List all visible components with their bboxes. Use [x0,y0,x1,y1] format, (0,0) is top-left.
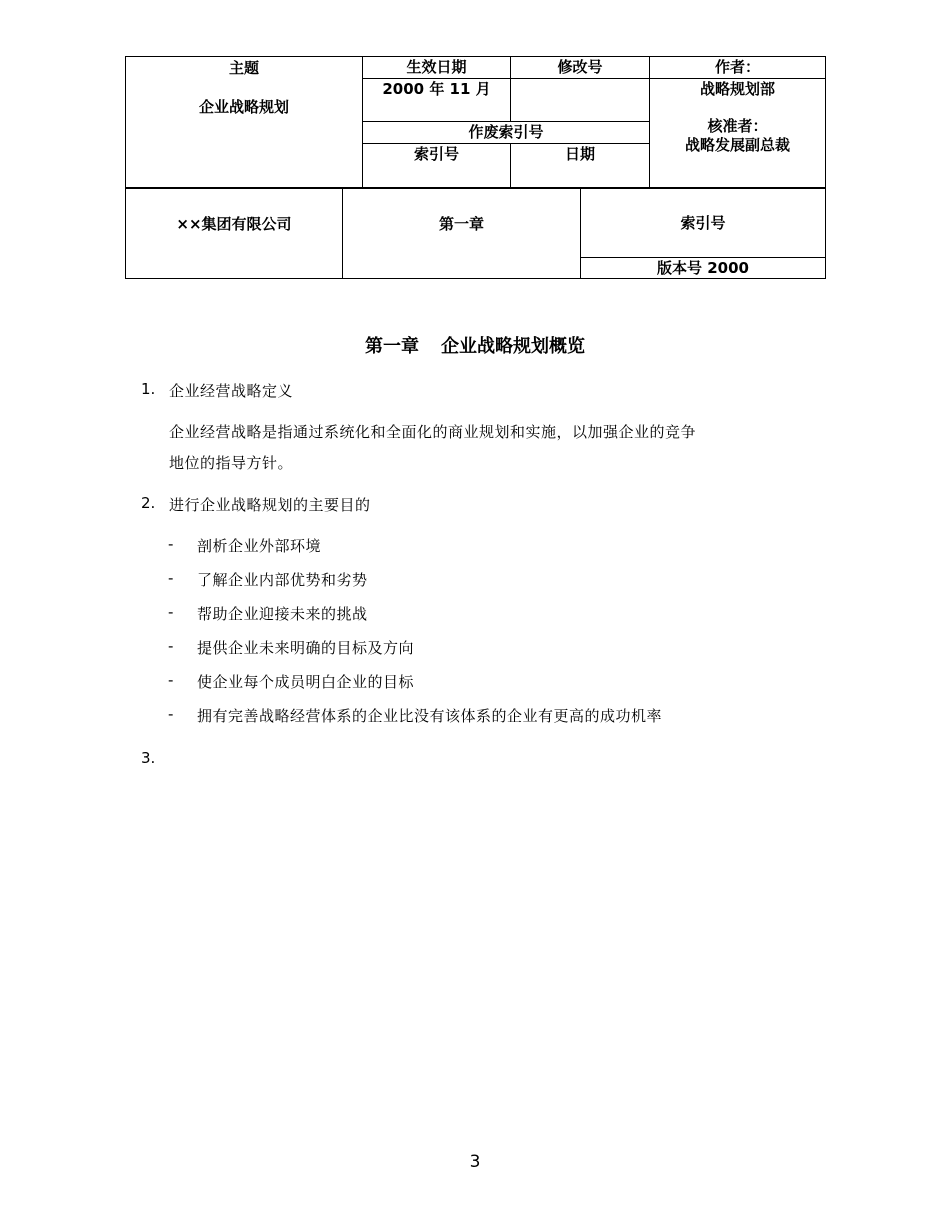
subject-cell [126,57,363,188]
section-1-paragraph-line-1: 企业经营战略是指通过系统化和全面化的商业规划和实施，以加强企业的竞争 [169,423,697,441]
list-item: 剖析企业外部环境 [197,537,322,555]
subject-value: 企业战略规划 [198,97,289,116]
effective-date-label: 生效日期 [363,57,511,79]
section-2-heading: 进行企业战略规划的主要目的 [169,496,371,514]
revision-value [511,79,650,122]
section-1-heading: 企业经营战略定义 [169,382,294,400]
section-1-number: 1. [141,380,156,398]
bullet-dash: - [168,603,174,621]
chapter-info-table [125,188,826,279]
section-3-number: 3. [141,749,156,767]
list-item: 帮助企业迎接未来的挑战 [197,605,368,623]
approver-value: 战略发展副总裁 [684,135,790,154]
list-item: 了解企业内部优势和劣势 [197,571,368,589]
bullet-dash: - [168,705,174,723]
author-approver-cell [650,79,826,188]
bullet-dash: - [168,637,174,655]
list-item: 使企业每个成员明白企业的目标 [197,673,415,691]
subject-label: 主题 [228,59,259,77]
bullet-dash: - [168,569,174,587]
section-1-paragraph-line-2: 地位的指导方针。 [169,454,294,472]
list-item: 拥有完善战略经营体系的企业比没有该体系的企业有更高的成功机率 [197,707,663,725]
author-value: 战略规划部 [699,80,775,98]
company-name: ××集团有限公司 [126,189,343,279]
bullet-dash: - [168,535,174,553]
date-label: 日期 [511,144,650,188]
document-control-table [125,56,826,188]
index-number-label: 索引号 [581,189,826,258]
bullet-dash: - [168,671,174,689]
chapter-title [0,332,950,358]
page-number: 3 [469,1152,481,1172]
version-number: 版本号 2000 [581,258,826,279]
revision-label: 修改号 [511,57,650,79]
list-item: 提供企业未来明确的目标及方向 [197,639,415,657]
approver-label: 核准者： [707,116,768,135]
chapter-title-text: 企业战略规划概览 [441,336,585,357]
effective-date-value: 2000 年 11 月 [363,79,511,122]
chapter-label: 第一章 [343,189,581,279]
chapter-title-number: 第一章 [365,336,419,357]
void-index-label: 作废索引号 [363,122,650,144]
author-label: 作者： [650,57,826,79]
index-label: 索引号 [363,144,511,188]
section-2-number: 2. [141,494,156,512]
